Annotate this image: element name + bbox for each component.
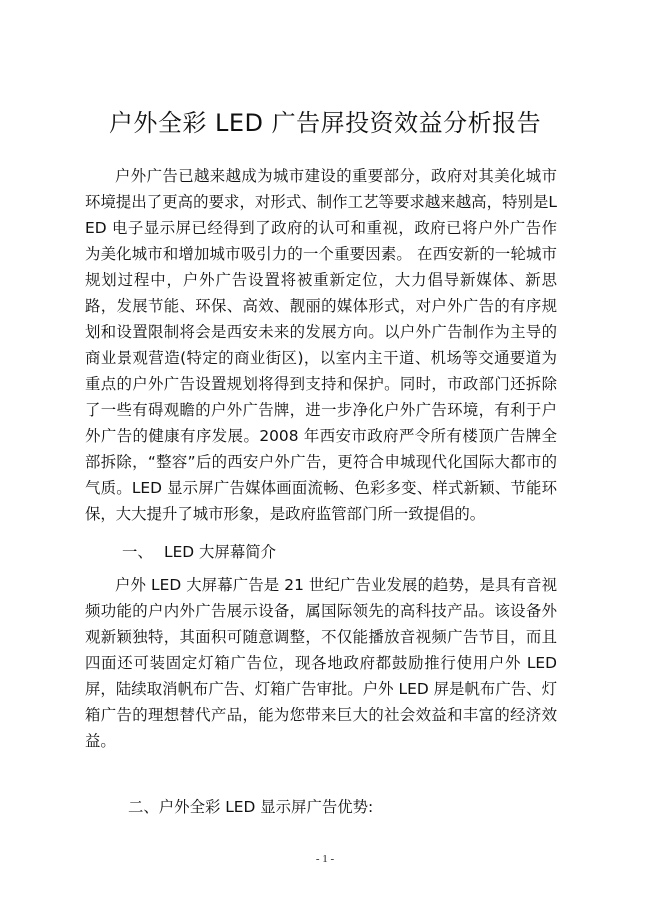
section-1-heading — [122, 539, 276, 565]
document-title: 户外全彩 LED 广告屏投资效益分析报告 — [108, 109, 542, 137]
page-number: - 1 - — [315, 853, 335, 865]
intro-paragraph: 户外广告已越来越成为城市建设的重要部分，政府对其美化城市环境提出了更高的要求，对形式、制作工艺等要求越来越高，特别是LED 电子显示屏已经得到了政府的认可和重视，政府已将户外广告作为美化城市和增加城市吸引力的一个重要因素。 在西安新的一轮城市规划过程中，户外广告设置将被重新定位，大力倡导新媒体、新思路，发展节能、环保、高效、靓丽的媒体形式，对户外广告的有序规划和设置限制将会是西安未来的发展方向。以户外广告制作为主导的商业景观营造(特定的商业街区)，以室内主干道、机场等交通要道为重点的户外广告设置规划将得到支持和保护。同时，市政部门还拆除了一些有碍观瞻的户外广告牌，进一步净化户外广告环境，有利于户外广告的健康有序发展。2008 年西安市政府严令所有楼顶广告牌全部拆除，“整容”后的西安户外广告，更符合申城现代化国际大都市的气质。LED 显示屏广告媒体画面流畅、色彩多变、样式新颖、节能环保，大大提升了城市形象，是政府监管部门所一致提倡的。 — [85, 167, 557, 523]
section-1-number: 一、 — [122, 543, 153, 561]
led-intro-paragraph: 户外 LED 大屏幕广告是 21 世纪广告业发展的趋势，是具有音视频功能的户内外广告展示设备，属国际领先的高科技产品。该设备外观新颖独特，其面积可随意调整，不仅能播放音视频广告节目，而且四面还可装固定灯箱广告位，现各地政府都鼓励推行使用户外 LED 屏，陆续取消帆布广告、灯箱广告审批。户外 LED 屏是帆布广告、灯箱广告的理想替代产品，能为您带来巨大的社会效益和丰富的经济效益。 — [85, 576, 557, 750]
section-2-heading: 二、户外全彩 LED 显示屏广告优势: — [128, 798, 374, 816]
section-1-title: LED 大屏幕简介 — [164, 543, 276, 561]
